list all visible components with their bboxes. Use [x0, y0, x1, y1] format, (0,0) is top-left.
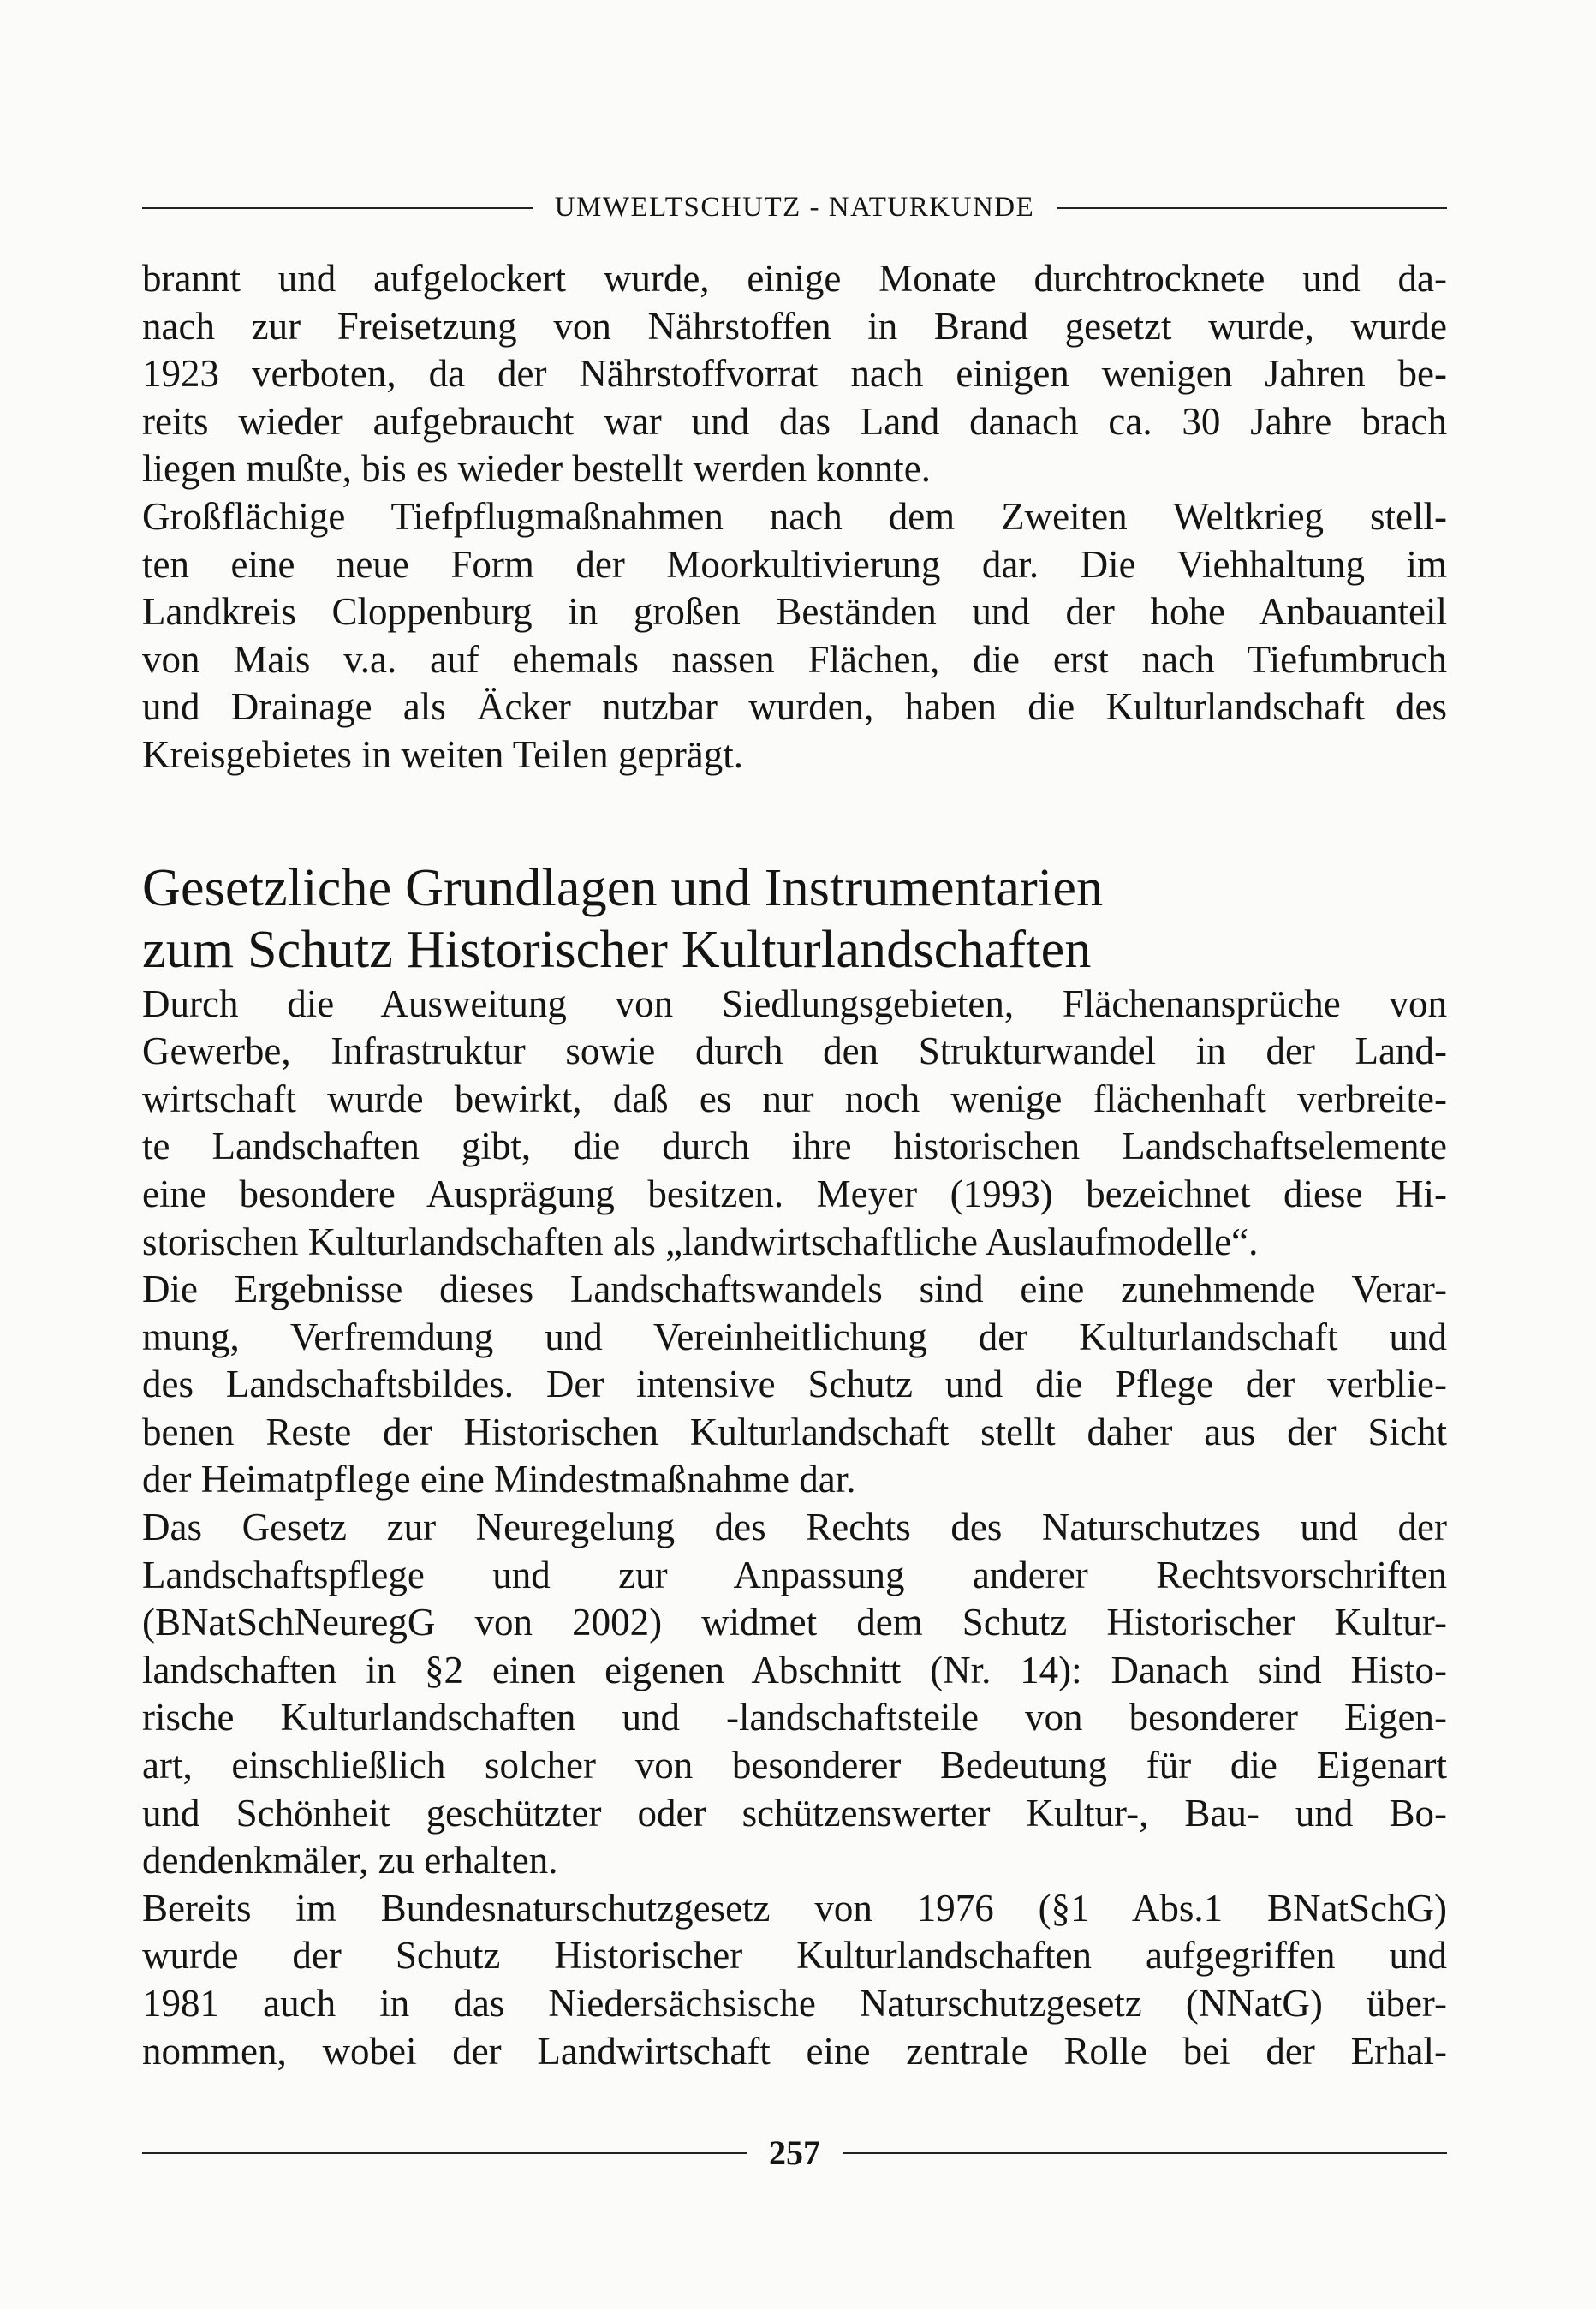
text-line: Bereits im Bundesnaturschutzgesetz von 1976 (§1 Abs.1 BNatSchG) [142, 1886, 1447, 1930]
text-line: ten eine neue Form der Moorkultivierung dar. Die Viehhaltung im [142, 542, 1447, 586]
section-heading [142, 857, 1447, 981]
footer-rule-left [142, 2152, 747, 2154]
running-head-title: UMWELTSCHUTZ - NATURKUNDE [554, 192, 1035, 223]
text-line: wurde der Schutz Historischer Kulturlandschaften aufgegriffen und [142, 1934, 1447, 1978]
paragraph-2 [142, 493, 1447, 779]
text-line: Großflächige Tiefpflugmaßnahmen nach dem Zweiten Weltkrieg stell- [142, 494, 1447, 538]
text-line: art, einschließlich solcher von besonderer Bedeutung für die Eigenart [142, 1744, 1447, 1787]
page-footer [142, 2133, 1447, 2172]
text-line: Landkreis Cloppenburg in großen Beständen und der hohe Anbauanteil [142, 590, 1447, 634]
text-line: benen Reste der Historischen Kulturlandschaft stellt daher aus der Sicht [142, 1410, 1447, 1453]
text-line: Das Gesetz zur Neuregelung des Rechts des Naturschutzes und der [142, 1506, 1447, 1549]
heading-line: Gesetzliche Grundlagen und Instrumentarien [142, 858, 1104, 917]
heading-line: zum Schutz Historischer Kulturlandschaften [142, 920, 1092, 979]
text-line: nach zur Freisetzung von Nährstoffen in Brand gesetzt wurde, wurde [142, 304, 1447, 348]
text-line: der Heimatpflege eine Mindestmaßnahme dar. [142, 1458, 856, 1501]
text-line: 1981 auch in das Niedersächsische Naturschutzgesetz (NNatG) über- [142, 1982, 1447, 2025]
text-line: dendenkmäler, zu erhalten. [142, 1839, 558, 1882]
text-line: des Landschaftsbildes. Der intensive Schutz und die Pflege der verblie- [142, 1363, 1447, 1406]
text-line: wirtschaft wurde bewirkt, daß es nur noch wenige flächenhaft verbreite- [142, 1077, 1447, 1120]
text-line: landschaften in §2 einen eigenen Abschnitt (Nr. 14): Danach sind Histo- [142, 1648, 1447, 1691]
text-line: Die Ergebnisse dieses Landschaftswandels sind eine zunehmende Verar- [142, 1268, 1447, 1311]
text-line: Durch die Ausweitung von Siedlungsgebieten, Flächenansprüche von [142, 981, 1447, 1025]
paragraph-3 [142, 981, 1447, 1267]
paragraph-6 [142, 1885, 1447, 2075]
text-line: mung, Verfremdung und Vereinheitlichung der Kulturlandschaft und [142, 1315, 1447, 1358]
paragraph-1 [142, 255, 1447, 493]
footer-rule-right [843, 2152, 1447, 2154]
text-line: Gewerbe, Infrastruktur sowie durch den Strukturwandel in der Land- [142, 1029, 1447, 1073]
text-line: te Landschaften gibt, die durch ihre historischen Landschaftselemente [142, 1125, 1447, 1168]
text-line: liegen mußte, bis es wieder bestellt werden konnte. [142, 447, 931, 491]
text-line: eine besondere Ausprägung besitzen. Meyer (1993) bezeichnet diese Hi- [142, 1172, 1447, 1215]
running-head [142, 194, 1447, 222]
text-line: Landschaftspflege und zur Anpassung anderer Rechtsvorschriften [142, 1553, 1447, 1596]
header-rule-right [1057, 207, 1447, 209]
text-line: nommen, wobei der Landwirtschaft eine zentrale Rolle bei der Erhal- [142, 2029, 1447, 2073]
text-line: Kreisgebietes in weiten Teilen geprägt. [142, 732, 744, 776]
text-line: 1923 verboten, da der Nährstoffvorrat nach einigen wenigen Jahren be- [142, 352, 1447, 396]
text-line: und Schönheit geschützter oder schützenswerter Kultur-, Bau- und Bo- [142, 1791, 1447, 1835]
text-line: storischen Kulturlandschaften als „landwirtschaftliche Auslaufmodelle“. [142, 1220, 1259, 1263]
text-line: reits wieder aufgebraucht war und das Land danach ca. 30 Jahre brach [142, 399, 1447, 443]
paragraph-5 [142, 1504, 1447, 1885]
paragraph-4 [142, 1266, 1447, 1504]
text-line: von Mais v.a. auf ehemals nassen Flächen, die erst nach Tiefumbruch [142, 637, 1447, 681]
text-line: und Drainage als Äcker nutzbar wurden, haben die Kulturlandschaft des [142, 685, 1447, 729]
text-line: rische Kulturlandschaften und -landschaftsteile von besonderer Eigen- [142, 1696, 1447, 1739]
header-rule-left [142, 207, 533, 209]
body-text [142, 255, 1447, 2075]
page-number: 257 [769, 2133, 820, 2172]
text-line: (BNatSchNeuregG von 2002) widmet dem Schutz Historischer Kultur- [142, 1601, 1447, 1644]
text-line: brannt und aufgelockert wurde, einige Monate durchtrocknete und da- [142, 257, 1447, 300]
